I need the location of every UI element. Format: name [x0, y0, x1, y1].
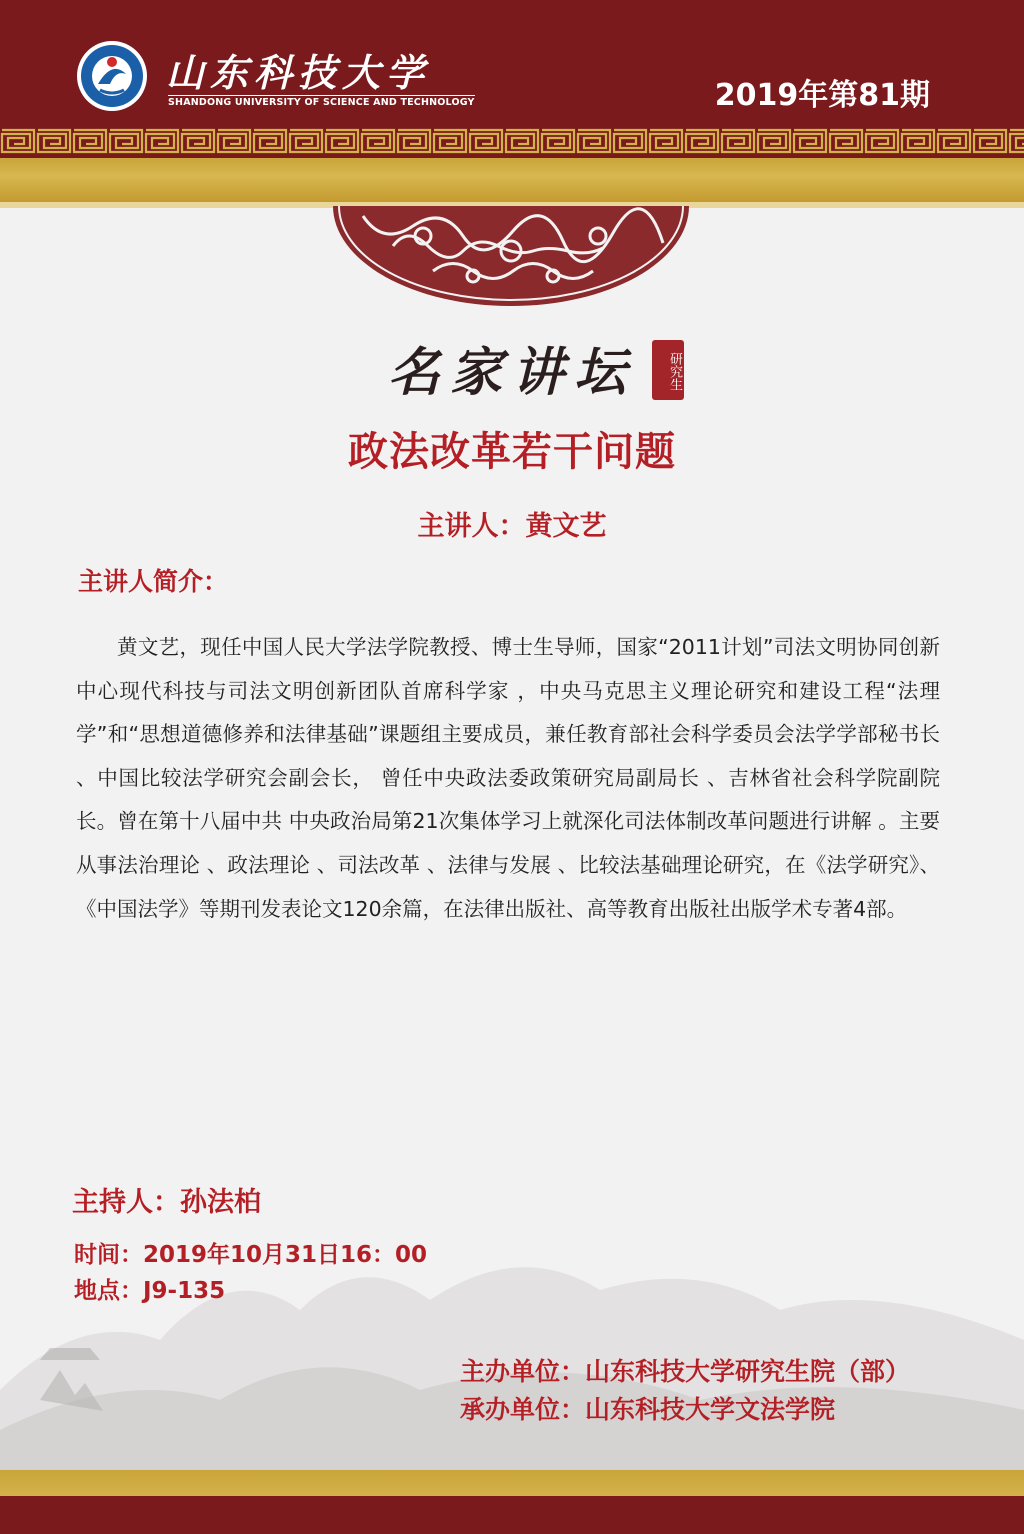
footer-red-band [0, 1496, 1024, 1534]
bio-text: 黄文艺，现任中国人民大学法学院教授、博士生导师，国家“2011计划”司法文明协同创新中心现代科技与司法文明创新团队首席科学家 ，中央马克思主义理论研究和建设工程“法理学”和“思想道德修养和法律基础”课题组主要成员，兼任教育部社会科学委员会法学学部秘书长 、中国比较法学研究会副会长， 曾任中央政法委政策研究局副局长 、吉林省社会科学院副院长。曾在第十八届中共 中央政治局第21次集体学习上就深化司法体制改革问题进行讲解 。主要从事法治理论 、政法理论 、司法改革 、法律与发展 、比较法基础理论研究，在《法学研究》、《中国法学》等期刊发表论文120余篇，在法律出版社、高等教育出版社出版学术专著4部。 [76, 635, 940, 921]
sponsor-unit: 主办单位：山东科技大学研究生院（部） [460, 1357, 911, 1386]
gold-band [0, 158, 1024, 202]
event-place: 地点：J9-135 [74, 1278, 226, 1304]
university-logo-icon [76, 40, 148, 112]
forum-title: 名家讲坛 [387, 343, 636, 403]
fret-border-pattern [0, 126, 1024, 156]
speaker-name: 主讲人：黄文艺 [417, 511, 607, 542]
header-banner [0, 0, 1024, 208]
lecture-title: 政法改革若干问题 [348, 429, 676, 475]
bio-heading: 主讲人简介： [78, 567, 229, 596]
event-time: 时间：2019年10月31日16：00 [74, 1242, 428, 1268]
organizer-unit: 承办单位：山东科技大学文法学院 [460, 1395, 836, 1424]
university-name-en: SHANDONG UNIVERSITY OF SCIENCE AND TECHNOLOGY [168, 97, 475, 108]
issue-number: 2019年第81期 [714, 78, 930, 113]
footer-gold-band [0, 1470, 1024, 1496]
ornamental-medallion [333, 206, 689, 306]
graduate-seal: 研究生 [652, 340, 684, 400]
university-name-cn: 山东科技大学 [166, 50, 431, 95]
host-name: 主持人：孙法柏 [72, 1187, 261, 1218]
forum-heading [0, 330, 1024, 405]
